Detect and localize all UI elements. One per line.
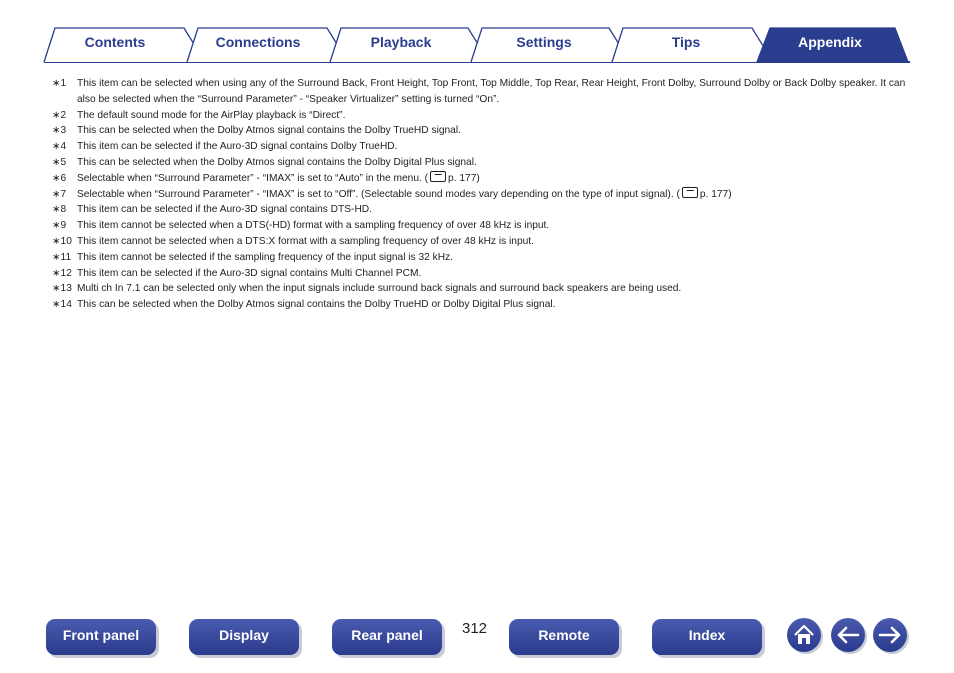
footnote-mark: ∗14 bbox=[52, 299, 72, 311]
footnote-text bbox=[77, 171, 912, 187]
footnote bbox=[52, 155, 912, 171]
page-reference-link[interactable]: p. 177) bbox=[699, 188, 732, 200]
footnote bbox=[52, 123, 912, 139]
footnotes bbox=[52, 76, 912, 313]
footnote-text: This item can be selected if the Auro-3D signal contains DTS-HD. bbox=[77, 204, 372, 216]
footnote-mark: ∗11 bbox=[52, 251, 72, 263]
footnote-text: This can be selected when the Dolby Atmos signal contains the Dolby Digital Plus signal. bbox=[77, 156, 477, 168]
footnote-body: Selectable when “Surround Parameter” - “IMAX” is set to “Auto” in the menu. ( bbox=[77, 172, 429, 184]
footnote bbox=[52, 76, 912, 108]
footnote-mark: ∗7 bbox=[52, 188, 67, 200]
footnote-body: Selectable when “Surround Parameter” - “IMAX” is set to “Off”. (Selectable sound modes vary depending on the type of input signal). ( bbox=[77, 188, 680, 200]
tab-contents[interactable]: Contents bbox=[84, 34, 146, 50]
footnote-text: The default sound mode for the AirPlay playback is “Direct”. bbox=[77, 109, 346, 121]
footnote-mark: ∗13 bbox=[52, 283, 72, 295]
footnote bbox=[52, 218, 912, 234]
front-panel-button[interactable]: Front panel bbox=[46, 619, 156, 655]
page-reference-icon bbox=[430, 171, 446, 182]
footnote-mark: ∗8 bbox=[52, 204, 67, 216]
tab-playback[interactable]: Playback bbox=[370, 34, 432, 50]
footnote-mark: ∗9 bbox=[52, 220, 67, 232]
footnote-mark: ∗3 bbox=[52, 125, 67, 137]
footnote-mark: ∗5 bbox=[52, 156, 67, 168]
footnote-mark: ∗6 bbox=[52, 172, 67, 184]
footnote bbox=[52, 250, 912, 266]
footnote-text: This item can be selected if the Auro-3D signal contains Multi Channel PCM. bbox=[77, 267, 422, 279]
footnote bbox=[52, 187, 912, 203]
remote-button[interactable]: Remote bbox=[509, 619, 619, 655]
footnote-mark: ∗10 bbox=[52, 235, 72, 247]
index-button[interactable]: Index bbox=[652, 619, 762, 655]
footnote-text: Multi ch In 7.1 can be selected only when the input signals include surround back signals and surround back speakers are being used. bbox=[77, 283, 682, 295]
footnote bbox=[52, 297, 912, 313]
footnote bbox=[52, 266, 912, 282]
page-reference-icon bbox=[682, 187, 698, 198]
footnote-text: This item cannot be selected when a DTS(-HD) format with a sampling frequency of over 48 kHz is input. bbox=[77, 220, 550, 232]
footnote bbox=[52, 139, 912, 155]
footnote bbox=[52, 234, 912, 250]
tab-bar bbox=[0, 0, 954, 64]
tab-settings[interactable]: Settings bbox=[516, 34, 572, 50]
footnote-mark: ∗12 bbox=[52, 267, 72, 279]
forward-button[interactable] bbox=[873, 618, 907, 652]
home-button[interactable] bbox=[787, 618, 821, 652]
rear-panel-button[interactable]: Rear panel bbox=[332, 619, 442, 655]
tab-appendix[interactable]: Appendix bbox=[798, 34, 862, 50]
footnote bbox=[52, 281, 912, 297]
page-reference-link[interactable]: p. 177) bbox=[448, 172, 480, 184]
tab-tips[interactable]: Tips bbox=[671, 34, 701, 50]
footnote bbox=[52, 202, 912, 218]
back-button[interactable] bbox=[831, 618, 865, 652]
footnote-mark: ∗1 bbox=[52, 78, 67, 89]
arrow-left-icon bbox=[831, 618, 865, 652]
display-button[interactable]: Display bbox=[189, 619, 299, 655]
footnote-text: This item can be selected if the Auro-3D signal contains Dolby TrueHD. bbox=[77, 141, 398, 153]
home-icon bbox=[787, 618, 821, 652]
footnote bbox=[52, 108, 912, 124]
footnote-text: This item cannot be selected if the sampling frequency of the input signal is 32 kHz. bbox=[77, 251, 454, 263]
footnote bbox=[52, 171, 912, 187]
footnote-text: This can be selected when the Dolby Atmos signal contains the Dolby TrueHD signal. bbox=[77, 125, 461, 137]
footnote-text: This can be selected when the Dolby Atmos signal contains the Dolby TrueHD or Dolby Digital Plus signal. bbox=[77, 299, 556, 311]
tab-bar-shapes bbox=[0, 0, 954, 64]
page-number: 312 bbox=[462, 620, 488, 637]
footnote-mark: ∗2 bbox=[52, 109, 67, 121]
footnote-mark: ∗4 bbox=[52, 141, 67, 153]
tab-connections[interactable]: Connections bbox=[215, 34, 301, 50]
footnote-text: This item can be selected when using any of the Surround Back, Front Height, Top Front, Top Middle, Top Rear, Rear Height, Front Dolby, Surround Dolby or Back Dolby speaker. It can also be selected when the “Surround Parameter” - “Speaker Virtualizer” setting is turned “On”. bbox=[77, 78, 906, 105]
arrow-right-icon bbox=[873, 618, 907, 652]
footnote-text: This item cannot be selected when a DTS:X format with a sampling frequency of over 48 kHz is input. bbox=[77, 235, 534, 247]
footnote-text bbox=[77, 187, 912, 203]
